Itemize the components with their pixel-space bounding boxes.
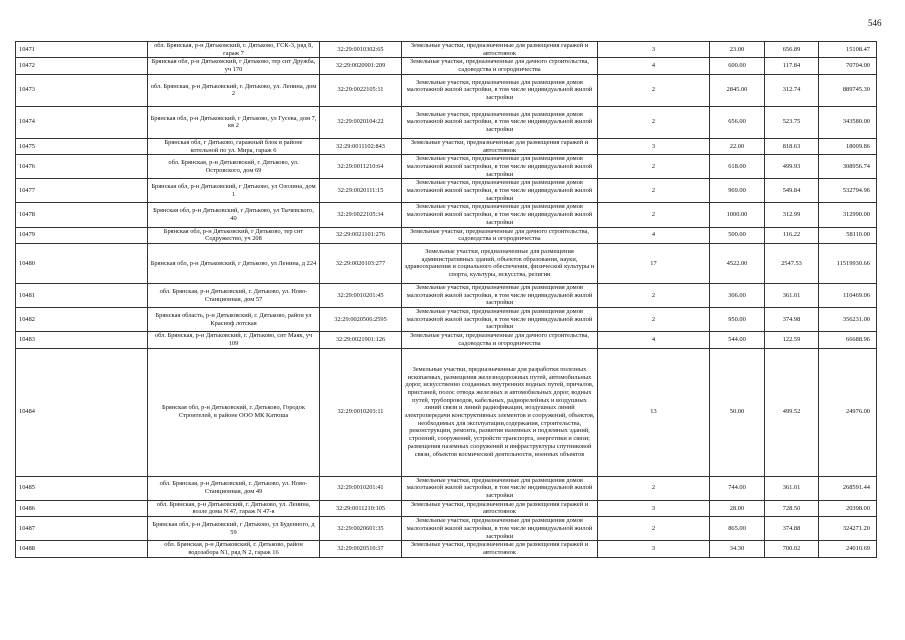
table-row [16, 227, 877, 243]
row-cadastral-value: 356231.00 [819, 308, 877, 332]
row-area: 50.00 [710, 348, 765, 476]
row-id: 10472 [16, 58, 148, 74]
row-land-use: Земельные участки, предназначенные для размещения домов малоэтажной жилой застройки, в том числе индивидуальной жилой застройки [402, 308, 598, 332]
row-rate: 122.59 [765, 332, 819, 348]
row-cadastral-value: 343580.00 [819, 106, 877, 138]
row-area: 969.00 [710, 179, 765, 203]
row-group: 2 [598, 179, 710, 203]
row-area: 544.00 [710, 332, 765, 348]
row-cadastral-value: 889745.30 [819, 74, 877, 106]
row-group: 17 [598, 243, 710, 283]
table-row [16, 138, 877, 154]
row-rate: 728.50 [765, 500, 819, 516]
table-row [16, 308, 877, 332]
row-cadastral-value: 324271.20 [819, 517, 877, 541]
row-id: 10476 [16, 155, 148, 179]
row-land-use: Земельные участки, предназначенные для размещения гаражей и автостоянок [402, 42, 598, 58]
row-id: 10481 [16, 283, 148, 307]
registry-table-body [16, 42, 877, 558]
row-area: 28.00 [710, 500, 765, 516]
row-id: 10479 [16, 227, 148, 243]
row-cadastral-number: 32:29:0020506:2595 [320, 308, 402, 332]
row-cadastral-value: 308956.74 [819, 155, 877, 179]
row-cadastral-value: 18009.86 [819, 138, 877, 154]
row-cadastral-value: 11519930.66 [819, 243, 877, 283]
row-cadastral-value: 24976.00 [819, 348, 877, 476]
row-area: 950.00 [710, 308, 765, 332]
row-group: 2 [598, 155, 710, 179]
table-row [16, 74, 877, 106]
row-address: обл. Брянская, р-н Дятьковский, г. Дятьково, ул. Островского, дом 69 [148, 155, 320, 179]
row-cadastral-number: 32:29:0021101:276 [320, 227, 402, 243]
row-id: 10484 [16, 348, 148, 476]
row-land-use: Земельные участки, предназначенные для размещения гаражей и автостоянок [402, 541, 598, 557]
row-cadastral-value: 24010.69 [819, 541, 877, 557]
row-land-use: Земельные участки, предназначенные для размещения домов малоэтажной жилой застройки, в том числе индивидуальной жилой застройки [402, 476, 598, 500]
row-land-use: Земельные участки, предназначенные для дачного строительства, садоводства и огородничества [402, 332, 598, 348]
row-cadastral-number: 32:29:0010302:65 [320, 42, 402, 58]
table-row [16, 179, 877, 203]
row-land-use: Земельные участки, предназначенные для размещения административных зданий, объектов образования, науки, здравоохранения и социального обеспечения, физической культуры и спорта, культуры, искусства, религии [402, 243, 598, 283]
row-cadastral-number: 32:29:0020901:209 [320, 58, 402, 74]
row-group: 2 [598, 476, 710, 500]
row-address: Брянская обл, р-н Дятьковский, г Дятьково, ул Ленина, д 224 [148, 243, 320, 283]
row-id: 10474 [16, 106, 148, 138]
row-id: 10485 [16, 476, 148, 500]
row-cadastral-number: 32:29:0020111:15 [320, 179, 402, 203]
row-rate: 361.01 [765, 476, 819, 500]
row-address: обл. Брянская, р-н Дятьковский, г. Дятьково, ул. Ленина, возле дома N 47, гараж N 47-я [148, 500, 320, 516]
row-address: Брянская обл, р-н Дятьковский, г Дятьково, ул Буденного, д 59 [148, 517, 320, 541]
table-row [16, 517, 877, 541]
row-land-use: Земельные участки, предназначенные для размещения гаражей и автостоянок [402, 138, 598, 154]
row-land-use: Земельные участки, предназначенные для размещения домов малоэтажной жилой застройки, в том числе индивидуальной жилой застройки [402, 106, 598, 138]
row-area: 1000.00 [710, 203, 765, 227]
row-cadastral-value: 110469.06 [819, 283, 877, 307]
row-cadastral-number: 32:29:0011210:105 [320, 500, 402, 516]
row-land-use: Земельные участки, предназначенные для размещения гаражей и автостоянок [402, 500, 598, 516]
row-area: 744.00 [710, 476, 765, 500]
row-rate: 374.88 [765, 517, 819, 541]
row-address: обл. Брянская, р-н Дятьковский, г. Дятьково, район водозабора N1, ряд N 2, гараж 16 [148, 541, 320, 557]
row-group: 2 [598, 517, 710, 541]
row-address: Брянская обл, р-н Дятьковский, г Дятьково, тер снт Содружество, уч 208 [148, 227, 320, 243]
row-id: 10475 [16, 138, 148, 154]
row-rate: 361.01 [765, 283, 819, 307]
table-row [16, 348, 877, 476]
row-address: Брянская обл, р-н Дятьковский, г Дятьково, ул Озолина, дом 1 [148, 179, 320, 203]
row-address: обл. Брянская, р-н Дятьковский, г. Дятьково, ул. Ново-Станционная, дом 49 [148, 476, 320, 500]
row-area: 600.00 [710, 58, 765, 74]
row-cadastral-number: 32:29:0011210:64 [320, 155, 402, 179]
row-id: 10482 [16, 308, 148, 332]
table-row [16, 283, 877, 307]
row-area: 2845.00 [710, 74, 765, 106]
row-group: 3 [598, 138, 710, 154]
row-id: 10483 [16, 332, 148, 348]
table-row [16, 155, 877, 179]
row-rate: 116.22 [765, 227, 819, 243]
row-group: 2 [598, 308, 710, 332]
row-land-use: Земельные участки, предназначенные для дачного строительства, садоводства и огородничества [402, 227, 598, 243]
row-rate: 499.52 [765, 348, 819, 476]
row-cadastral-number: 32:29:0011102:843 [320, 138, 402, 154]
row-land-use: Земельные участки, предназначенные для размещения домов малоэтажной жилой застройки, в том числе индивидуальной жилой застройки [402, 155, 598, 179]
row-area: 618.00 [710, 155, 765, 179]
row-group: 3 [598, 541, 710, 557]
row-land-use: Земельные участки, предназначенные для размещения домов малоэтажной жилой застройки, в том числе индивидуальной жилой застройки [402, 179, 598, 203]
row-cadastral-value: 20398.00 [819, 500, 877, 516]
row-cadastral-value: 532794.96 [819, 179, 877, 203]
row-group: 3 [598, 42, 710, 58]
row-cadastral-value: 15108.47 [819, 42, 877, 58]
row-cadastral-number: 32:29:0010201:45 [320, 283, 402, 307]
table-row [16, 106, 877, 138]
table-row [16, 58, 877, 74]
row-group: 4 [598, 58, 710, 74]
row-rate: 656.89 [765, 42, 819, 58]
row-id: 10477 [16, 179, 148, 203]
row-group: 2 [598, 203, 710, 227]
row-cadastral-number: 32:29:0020104:22 [320, 106, 402, 138]
row-land-use: Земельные участки, предназначенные для размещения домов малоэтажной жилой застройки, в том числе индивидуальной жилой застройки [402, 74, 598, 106]
row-group: 4 [598, 227, 710, 243]
row-rate: 523.75 [765, 106, 819, 138]
row-cadastral-value: 312990.00 [819, 203, 877, 227]
row-id: 10478 [16, 203, 148, 227]
row-area: 23.00 [710, 42, 765, 58]
row-group: 4 [598, 332, 710, 348]
row-land-use: Земельные участки, предназначенные для дачного строительства, садоводства и огородничества [402, 58, 598, 74]
row-cadastral-number: 32:29:0020103:277 [320, 243, 402, 283]
table-row [16, 500, 877, 516]
row-cadastral-number: 32:29:0022105:34 [320, 203, 402, 227]
row-cadastral-value: 66688.96 [819, 332, 877, 348]
row-area: 500.00 [710, 227, 765, 243]
row-id: 10487 [16, 517, 148, 541]
row-rate: 374.98 [765, 308, 819, 332]
row-cadastral-number: 32:29:0022105:11 [320, 74, 402, 106]
row-group: 2 [598, 106, 710, 138]
row-rate: 549.84 [765, 179, 819, 203]
row-address: Брянская обл, р-н Дятьковский, г Дятьково, ул Гусева, дом 7, кв 2 [148, 106, 320, 138]
row-cadastral-number: 32:29:0010201:41 [320, 476, 402, 500]
row-cadastral-number: 32:29:0021901:126 [320, 332, 402, 348]
row-id: 10471 [16, 42, 148, 58]
row-address: Брянская область, р-н Дятьковский, г. Дятьково, район ул Красноф лотская [148, 308, 320, 332]
row-address: Брянская обл, р-н Дятьковский, г Дятьково, тер снт Дружба, уч 170 [148, 58, 320, 74]
row-id: 10473 [16, 74, 148, 106]
row-cadastral-number: 32:29:0010203:11 [320, 348, 402, 476]
row-id: 10486 [16, 500, 148, 516]
table-row [16, 332, 877, 348]
row-rate: 2547.53 [765, 243, 819, 283]
row-address: Брянская обл, р-н Дятьковский, г. Дятьково, Городок Строителей, в районе ООО МК Катюша [148, 348, 320, 476]
row-area: 656.00 [710, 106, 765, 138]
row-rate: 312.99 [765, 203, 819, 227]
row-cadastral-value: 268591.44 [819, 476, 877, 500]
row-cadastral-value: 70704.00 [819, 58, 877, 74]
row-id: 10480 [16, 243, 148, 283]
row-group: 2 [598, 283, 710, 307]
row-address: обл. Брянская, р-н Дятьковский, г. Дятьково, ул. Ленина, дом 2 [148, 74, 320, 106]
row-rate: 312.74 [765, 74, 819, 106]
row-land-use: Земельные участки, предназначенные для размещения домов малоэтажной жилой застройки, в том числе индивидуальной жилой застройки [402, 283, 598, 307]
table-row [16, 243, 877, 283]
row-rate: 117.84 [765, 58, 819, 74]
row-area: 34.30 [710, 541, 765, 557]
row-address: обл. Брянская, р-н Дятьковский, г. Дятьково, ул. Ново-Станционная, дом 57 [148, 283, 320, 307]
table-row [16, 203, 877, 227]
row-rate: 818.63 [765, 138, 819, 154]
row-area: 4522.00 [710, 243, 765, 283]
row-group: 13 [598, 348, 710, 476]
row-cadastral-number: 32:29:0020601:35 [320, 517, 402, 541]
row-group: 2 [598, 74, 710, 106]
registry-table [15, 41, 877, 558]
page-number: 546 [868, 18, 882, 28]
row-land-use: Земельные участки, предназначенные для размещения домов малоэтажной жилой застройки, в том числе индивидуальной жилой застройки [402, 203, 598, 227]
row-rate: 499.93 [765, 155, 819, 179]
row-address: обл. Брянская, р-н Дятьковский, г. Дятьково, снт Маяк, уч 109 [148, 332, 320, 348]
table-row [16, 541, 877, 557]
table-row [16, 476, 877, 500]
row-area: 22.00 [710, 138, 765, 154]
row-rate: 700.02 [765, 541, 819, 557]
table-row [16, 42, 877, 58]
row-area: 306.00 [710, 283, 765, 307]
row-land-use: Земельные участки, предназначенные для разработки полезных ископаемых, размещения железнодорожных путей, автомобильных дорог, искусственно созданных внутренних водных путей, причалов, пристаней, полос отвода железных и автомобильных дорог, водных путей, трубопроводов, кабельных, радиорелейных и воздушных линий связи и линий радиофикации, воздушных линий электропередачи конструктивных элементов и сооружений, объектов, необходимых для эксплуатации,содержания, строительства, реконструкции, ремонта, развития наземных и подземных зданий, строений, сооружений, устройств транспорта, энергетики и связи; размещения наземных сооружений и инфраструктуры спутниковой связи, объектов космической деятельности, военных объектов [402, 348, 598, 476]
row-address: Брянская обл, р-н Дятьковский, г Дятьково, ул Тычевского, 40 [148, 203, 320, 227]
row-address: обл. Брянская, р-н Дятьковский, г. Дятьково, ГСК-3, ряд 8, гараж 7 [148, 42, 320, 58]
row-area: 865.00 [710, 517, 765, 541]
row-cadastral-number: 32:29:0020510:37 [320, 541, 402, 557]
row-address: Брянская обл, г Дятьково, гаражный блок в районе котельной по ул. Мира, гараж 6 [148, 138, 320, 154]
row-group: 3 [598, 500, 710, 516]
row-land-use: Земельные участки, предназначенные для размещения домов малоэтажной жилой застройки, в том числе индивидуальной жилой застройки [402, 517, 598, 541]
row-id: 10488 [16, 541, 148, 557]
row-cadastral-value: 58110.00 [819, 227, 877, 243]
